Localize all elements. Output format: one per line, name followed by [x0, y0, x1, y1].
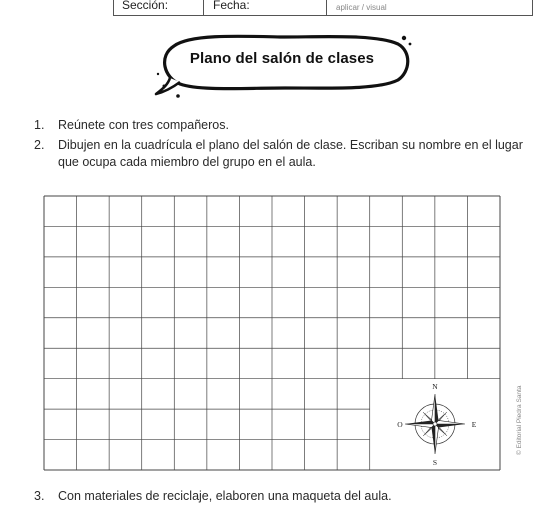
seccion-label: Sección:: [122, 0, 169, 12]
page-title: Plano del salón de clases: [189, 50, 375, 67]
compass-west-label: O: [397, 420, 403, 429]
skill-tag: aplicar / visual: [336, 3, 387, 12]
item-text: que ocupa cada miembro del grupo en el aula.: [58, 155, 316, 169]
compass-south-label: S: [432, 458, 438, 467]
item-text: Con materiales de reciclaje, elaboren una maqueta del aula.: [58, 489, 392, 503]
compass-east-label: E: [471, 420, 477, 429]
fecha-label: Fecha:: [213, 0, 250, 12]
item-number: 3.: [34, 489, 45, 503]
item-text: Reúnete con tres compañeros.: [58, 118, 229, 132]
item-number: 1.: [34, 118, 45, 132]
copyright-notice: © Editorial Piedra Santa: [516, 385, 523, 455]
item-number: 2.: [34, 138, 45, 152]
item-text: Dibujen en la cuadrícula el plano del salón de clase. Escriban su nombre en el lugar: [58, 138, 523, 152]
compass-north-label: N: [432, 382, 438, 391]
compass-rose-icon: [405, 394, 465, 454]
